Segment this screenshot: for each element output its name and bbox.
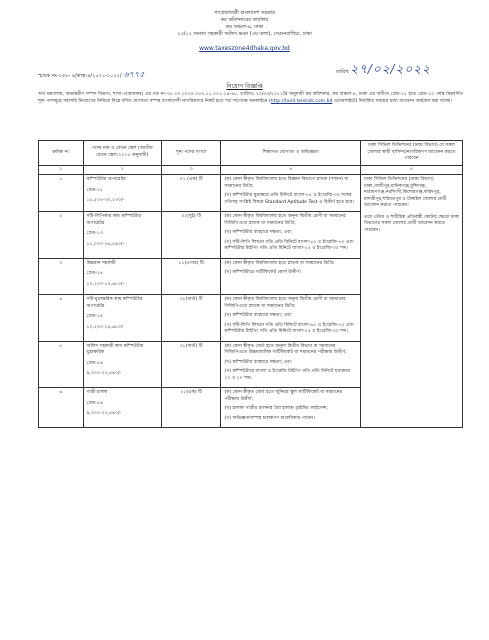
post-grade: গ্রেড-১৬ <box>86 400 103 406</box>
row-serial: ৫ <box>39 341 84 388</box>
post-grade: গ্রেড-১১ <box>86 187 103 193</box>
row-qualifications <box>221 295 361 342</box>
website-link[interactable]: www.taxeszone4dhaka.gov.bd <box>199 45 290 52</box>
table-row <box>39 175 463 212</box>
row-vacancies: ০৮(আট) টি <box>161 341 221 388</box>
memo-label: স্মারক নং-২৫৮- ৪/কাস্ক-৪/২০২১-২০২২/ <box>38 73 122 79</box>
qualification-item: (ক) কোন স্বীকৃত বিশ্ববিদ্যালয় হতে অনূন্য দ্বিতীয় শ্রেণী বা সমমানের সিজিপিএতে স্নাতক বা সমমানের ডিগ্রি; <box>224 297 346 309</box>
row-serial: ২ <box>39 212 84 259</box>
post-pay-scale: ১০,২০০-২৪,৬৮০/- <box>86 281 125 287</box>
intro-tail: ওয়েবসাইটে) নির্ধারিত সময়ের মধ্যে আবেদন আহবান করা যাচ্ছে। <box>332 99 452 104</box>
col-qualification-header: শিক্ষাগত যোগ্যতা ও অভিজ্ঞতা <box>221 141 361 166</box>
row-post <box>83 341 161 388</box>
row-districts <box>361 175 463 428</box>
post-pay-scale: ৯,৩০০-২২,৪৯০/- <box>86 371 122 376</box>
zone-title: কর অঞ্চল-৪, ঢাকা <box>225 24 264 30</box>
qualification-item: (খ) কম্পিউটার ব্যবহারে দক্ষতা; এবং <box>224 359 292 365</box>
row-post <box>83 388 161 428</box>
notice-title: নিয়োগ বিজ্ঞপ্তি <box>226 83 263 90</box>
col-index: ৫ <box>361 165 463 175</box>
teletalk-link[interactable]: http://tax4.teletalk.com.bd <box>270 99 333 104</box>
qualification-item: (গ) কম্পিউটারে বাংলা ও ইংরেজি টাইপিং গতি প্রতি মিনিটে যথাক্রমে ২০ ও ২০ শব্দ। <box>224 369 351 381</box>
row-qualifications <box>221 341 361 388</box>
qualification-item: (ক) কোন স্বীকৃত বোর্ড হতে জুনিয়র স্কুল সার্টিফিকেট বা সমমানের পরীক্ষায় উত্তীর্ণ; <box>224 390 343 402</box>
col-vacancy-header: শূন্য পদের সংখ্যা <box>161 141 221 166</box>
qualification-item: (খ) কম্পিউটার ব্যবহারে দক্ষতা; এবং <box>224 313 292 318</box>
row-post <box>83 258 161 295</box>
office-title: কর কমিশনারের কার্যালয় <box>220 17 269 23</box>
row-serial: ১ <box>39 175 84 212</box>
row-vacancies: ০৮(আট) টি <box>161 295 221 342</box>
post-name: সাঁট-লিপিকার কাম কম্পিউটার অপারেটর <box>86 214 142 226</box>
intro-paragraph <box>38 91 463 105</box>
post-name: কম্পিউটার অপারেটর <box>86 177 126 182</box>
post-pay-scale: ১২,৫০০-৩০,২৩০/- <box>86 198 125 203</box>
qualification-item: (গ) অভিজ্ঞতাসম্পন্ন চালকগণ অগ্রাধিকার পাবেন। <box>224 415 315 421</box>
row-vacancies: ০১ (এক) টি <box>161 175 221 212</box>
row-qualifications <box>221 388 361 428</box>
date-label: তারিখ <box>336 69 349 75</box>
quota-note: তবে এতিম ও শারীরিক প্রতিবন্ধী কোটার ক্ষেত্রে ঢাকা বিভাগের সকল জেলার প্রার্থী আবেদন করতে পারবেন। <box>364 214 459 233</box>
qualification-item: (ক) কোন স্বীকৃত বোর্ড হতে অনূন্য দ্বিতীয় বিভাগ বা সমমানের সিজিপিএতে উচ্চমাধ্যমিক সার্টিফিকেট বা সমমানের পরীক্ষায় উত্তীর্ণ; <box>224 343 347 355</box>
qualification-item: (খ) হালকা গাড়ীর চালনার বৈধ হালকা ড্রাইভিং লাইসেন্স; <box>224 406 328 411</box>
col-index: ২ <box>83 165 161 175</box>
qualification-item: (ক) কোন স্বীকৃত বিশ্ববিদ্যালয় হতে অনূন্য দ্বিতীয় শ্রেণী বা সমমানের সিজিপিএতে স্নাতক বা সমমানের ডিগ্রি; <box>224 214 346 226</box>
qualification-item: (খ) কম্পিউটার ব্যবহারে দক্ষতা; এবং <box>224 230 292 235</box>
col-index: ১ <box>39 165 84 175</box>
col-district-header: ঢাকা সিভিল ডিভিশনের (ঢাকা বিভাগ) যে সকল জেলার স্থায়ী বাসিন্দা/নাগরিকগণ আবেদন করতে পারবেন <box>361 141 463 166</box>
intro-text: অর্থ মন্ত্রণালয়, অভ্যন্তরীণ সম্পদ বিভাগ, শাখা-৩(আয়কর) এর পত্র নং-০৮.০০.০০০০.০৫৭.১১.০০১.১৯-৪৮, তারিখঃ ১০/০৩/২০২১খ্রি অনুযায়ী কর কমিশনার, কর অঞ্চল-৪, ঢাকা এর অধীনে গ্রেড-১১ হতে গ্রেড-২০ পর্যন্ত নিম্নবর্ণিত শূন্য পদসমূহে সরাসরি নিয়োগের নিমিত্তে নিম্নে বর্ণিত যোগ্যতা সম্পন্ন বাংলাদেশী নাগরিকদের নিকট হতে শর্ত সাপেক্ষে অনলাইনে ( <box>38 92 463 104</box>
post-grade: গ্রেড-১৩ <box>86 231 103 236</box>
qualification-item: (গ) সাঁট-লিপি লিখনে গতি প্রতি মিনিটে বাংলা-৫০ ও ইংরেজি-৭০ এবং কম্পিউটার টাইপিং গতি প্রতি মিনিটে বাংলা-২৫ ও ইংরেজি-৩০ শব্দ। <box>224 239 354 251</box>
post-grade: গ্রেড-১৬ <box>86 360 103 366</box>
post-grade: গ্রেড-১৪ <box>86 314 103 319</box>
post-name: সাঁট-মুদ্রাক্ষরিক কাম কম্পিউটার অপারেটর <box>86 297 143 309</box>
qualification-item: (গ) সাঁট-লিপি লিখনে গতি প্রতি মিনিটে বাংলা-৪৫ ও ইংরেজি-৭০ এবং কম্পিউটার টাইপিং গতি প্রতি মিনিটে বাংলা-২৫ ও ইংরেজি-৩০ শব্দ। <box>224 322 354 334</box>
col-serial-header: ক্রমিক নং <box>39 141 84 166</box>
vacancy-table <box>38 140 463 428</box>
post-grade: গ্রেড-১৪ <box>86 271 103 276</box>
district-note: ঢাকা সিভিল ডিভিশনের (ঢাকা বিভাগ) ঢাকা,গাজীপুর,মানিকগঞ্জ,মুন্সিগঞ্জ, নারায়ণগঞ্জ,নরসিংদী,কিশোরগঞ্জ,ফরিদপুর, মাদারীপুর,শরিয়তপুর ও টাঙ্গাইল জেলার প্রার্থী আবেদন করতে পারবেন। <box>364 177 447 208</box>
col-index: ৩ <box>161 165 221 175</box>
row-qualifications <box>221 258 361 295</box>
col-post-header: পদের নাম ও বেতন স্কেল (জাতীয় বেতন স্কেল-২০১৫ অনুযায়ী) <box>83 141 161 166</box>
date-value: ২৭/০২/২০২২ <box>350 62 431 76</box>
row-qualifications <box>221 175 361 212</box>
row-qualifications <box>221 212 361 259</box>
row-serial: ৪ <box>39 295 84 342</box>
qualification-item: (খ) কম্পিউটার মুদ্রাক্ষরে প্রতি মিনিটে বাংলা-২৫ ও ইংরেজি-৩০ শব্দের গতিসহ সংশ্লিষ্ট বিষয়ে Standard Aptitude Test এ উত্তীর্ণ হতে হবে। <box>224 193 354 205</box>
qualification-item: (ক) কোন স্বীকৃত বিশ্ববিদ্যালয় হতে স্নাতক বা সমমানের ডিগ্রি। <box>224 260 335 266</box>
post-name: গাড়ী চালক <box>86 390 108 395</box>
memo-number: ৬৭৭৫ <box>123 70 145 79</box>
row-vacancies: ০২(দুই) টি <box>161 212 221 259</box>
col-index: ৪ <box>221 165 361 175</box>
row-serial: ৬ <box>39 388 84 428</box>
row-post <box>83 295 161 342</box>
post-name: অফিস সহকারী কাম কম্পিউটার মুদ্রাক্ষরিক <box>86 343 144 355</box>
row-serial: ৩ <box>39 258 84 295</box>
memo-date <box>336 61 431 81</box>
office-address: ২৩/১২ জনতা সহকারী অফিস ভবন (৩য় তলা), সেগুনবাগিচা, ঢাকা <box>177 31 312 37</box>
post-pay-scale: ১০,২০০-২৪,৬৮০/- <box>86 324 125 330</box>
row-post <box>83 175 161 212</box>
post-name: উচ্চমান সহকারী <box>86 260 116 266</box>
row-vacancies: ১১(এগার) টি <box>161 258 221 295</box>
govt-title: গণপ্রজাতন্ত্রী বাংলাদেশ সরকার <box>214 10 275 16</box>
qualification-item: (ক) কোন স্বীকৃত বিশ্ববিদ্যালয় হতে বিজ্ঞান বিভাগে স্নাতক (সম্মান) বা সমমানের ডিগ্রি; <box>224 177 349 189</box>
qualification-item: (খ) কম্পিউটারে সার্টিফিকেট কোর্স উত্তীর্ণ। <box>224 270 301 275</box>
row-vacancies: ০১(এক) টি <box>161 388 221 428</box>
post-pay-scale: ৯,৩০০-২২,৪৯০/- <box>86 411 122 416</box>
row-post <box>83 212 161 259</box>
post-pay-scale: ১১,০০০-২৬,৫৯০/- <box>86 241 125 247</box>
